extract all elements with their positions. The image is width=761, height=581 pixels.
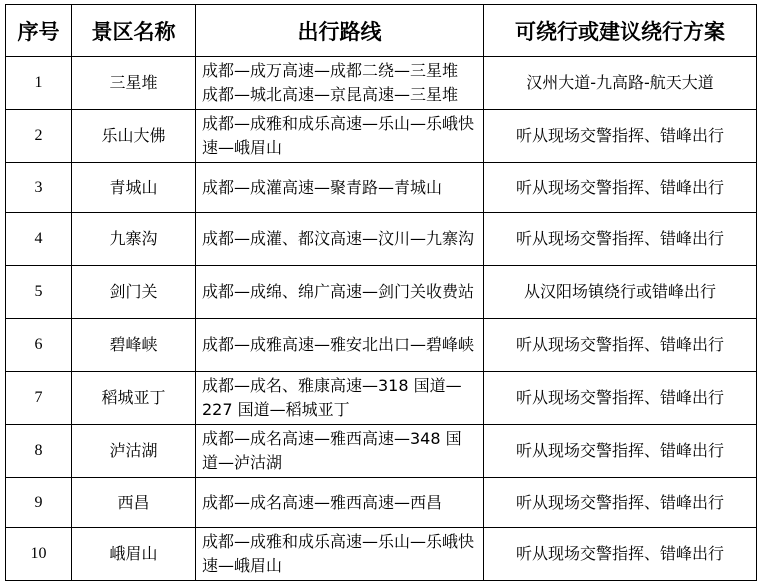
scenic-name: 泸沽湖 — [72, 425, 196, 478]
table-row — [6, 163, 757, 213]
route-text: 成都—成万高速—成都二绕—三星堆 成都—城北高速—京昆高速—三星堆 — [196, 57, 484, 110]
detour-text: 听从现场交警指挥、错峰出行 — [484, 478, 757, 528]
route-text: 成都—成雅和成乐高速—乐山—乐峨快速—峨眉山 — [196, 528, 484, 581]
scenic-name: 九寨沟 — [72, 213, 196, 266]
table-row — [6, 425, 757, 478]
row-index: 7 — [6, 372, 72, 425]
scenic-name: 三星堆 — [72, 57, 196, 110]
header-index: 序号 — [6, 5, 72, 57]
detour-text: 听从现场交警指挥、错峰出行 — [484, 213, 757, 266]
scenic-name: 青城山 — [72, 163, 196, 213]
scenic-name: 剑门关 — [72, 266, 196, 319]
row-index: 8 — [6, 425, 72, 478]
scenic-name: 稻城亚丁 — [72, 372, 196, 425]
table-row — [6, 57, 757, 110]
header-scenic-name: 景区名称 — [72, 5, 196, 57]
detour-text: 听从现场交警指挥、错峰出行 — [484, 372, 757, 425]
table-row — [6, 372, 757, 425]
scenic-name: 西昌 — [72, 478, 196, 528]
table-row — [6, 319, 757, 372]
detour-text: 听从现场交警指挥、错峰出行 — [484, 425, 757, 478]
scenic-name: 乐山大佛 — [72, 110, 196, 163]
route-text: 成都—成名高速—雅西高速—348 国道—泸沽湖 — [196, 425, 484, 478]
route-text: 成都—成灌、都汶高速—汶川—九寨沟 — [196, 213, 484, 266]
row-index: 1 — [6, 57, 72, 110]
detour-text: 汉州大道-九高路-航天大道 — [484, 57, 757, 110]
detour-text: 听从现场交警指挥、错峰出行 — [484, 319, 757, 372]
table-row — [6, 528, 757, 581]
table-row — [6, 110, 757, 163]
route-text: 成都—成绵、绵广高速—剑门关收费站 — [196, 266, 484, 319]
scenic-name: 峨眉山 — [72, 528, 196, 581]
route-text: 成都—成名、雅康高速—318 国道—227 国道—稻城亚丁 — [196, 372, 484, 425]
row-index: 6 — [6, 319, 72, 372]
scenic-route-table — [5, 4, 757, 581]
table-row — [6, 478, 757, 528]
row-index: 10 — [6, 528, 72, 581]
route-text: 成都—成灌高速—聚青路—青城山 — [196, 163, 484, 213]
route-text: 成都—成雅高速—雅安北出口—碧峰峡 — [196, 319, 484, 372]
detour-text: 听从现场交警指挥、错峰出行 — [484, 110, 757, 163]
scenic-name: 碧峰峡 — [72, 319, 196, 372]
table-row — [6, 266, 757, 319]
route-text: 成都—成雅和成乐高速—乐山—乐峨快速—峨眉山 — [196, 110, 484, 163]
detour-text: 听从现场交警指挥、错峰出行 — [484, 528, 757, 581]
table-row — [6, 213, 757, 266]
row-index: 4 — [6, 213, 72, 266]
header-detour: 可绕行或建议绕行方案 — [484, 5, 757, 57]
row-index: 2 — [6, 110, 72, 163]
header-route: 出行路线 — [196, 5, 484, 57]
row-index: 3 — [6, 163, 72, 213]
detour-text: 听从现场交警指挥、错峰出行 — [484, 163, 757, 213]
detour-text: 从汉阳场镇绕行或错峰出行 — [484, 266, 757, 319]
route-text: 成都—成名高速—雅西高速—西昌 — [196, 478, 484, 528]
header-row — [6, 5, 757, 57]
row-index: 5 — [6, 266, 72, 319]
row-index: 9 — [6, 478, 72, 528]
